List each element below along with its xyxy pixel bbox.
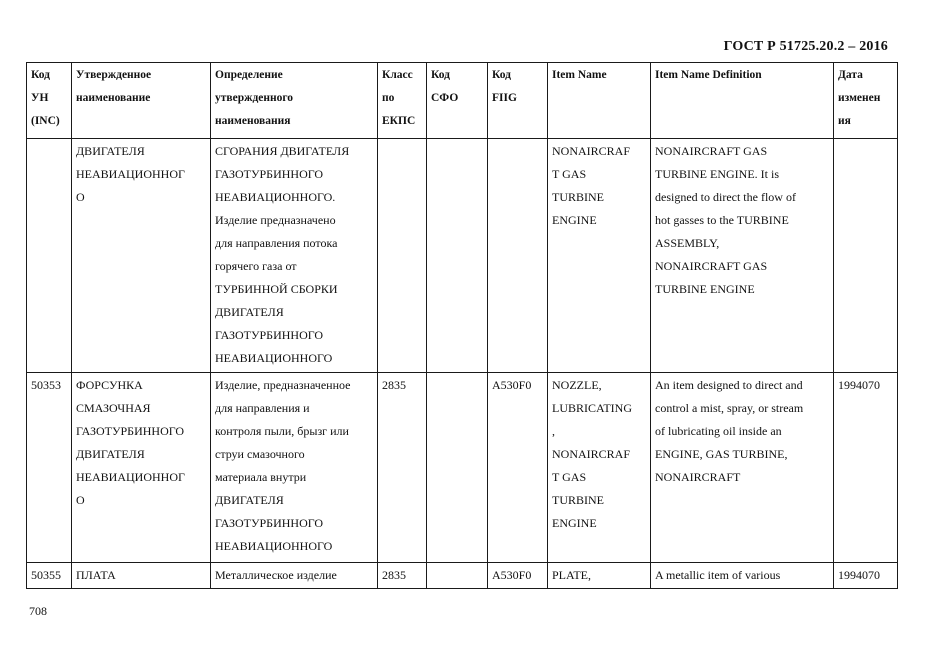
- cell-text-line: ENGINE: [552, 516, 597, 530]
- cell-item-name-definition: [651, 373, 834, 563]
- cell-text-line: НЕАВИАЦИОННОГ: [76, 470, 185, 484]
- cell-text-line: An item designed to direct and: [655, 378, 803, 392]
- cell-text-line: Item Name Definition: [655, 69, 762, 81]
- cell-text-line: ДВИГАТЕЛЯ: [76, 144, 145, 158]
- cell-text-line: Класс: [382, 69, 413, 81]
- cell-text-line: NONAIRCRAFT: [655, 470, 741, 484]
- cell-class: [378, 139, 427, 373]
- cell-inc: [27, 563, 72, 589]
- cell-sfo-code: [427, 373, 488, 563]
- cell-text-line: hot gasses to the TURBINE: [655, 213, 789, 227]
- cell-text-line: ДВИГАТЕЛЯ: [76, 447, 145, 461]
- cell-text-line: ТУРБИННОЙ СБОРКИ: [215, 282, 338, 296]
- cell-text-line: Код: [431, 69, 451, 81]
- cell-text-line: наименования: [215, 115, 291, 127]
- cell-text-line: Определение: [215, 69, 283, 81]
- cell-text-line: Код: [492, 69, 512, 81]
- cell-text-line: A metallic item of various: [655, 568, 781, 582]
- cell-definition: [211, 139, 378, 373]
- cell-text-line: NONAIRCRAF: [552, 447, 631, 461]
- cell-item-name: [548, 373, 651, 563]
- cell-text-line: T GAS: [552, 470, 587, 484]
- cell-text-line: PLATE,: [552, 568, 591, 582]
- cell-text-line: 2835: [382, 568, 406, 582]
- cell-approved-name: [72, 563, 211, 589]
- header-definition: [211, 63, 378, 139]
- cell-text-line: Изделие предназначено: [215, 213, 336, 227]
- page-number: 708: [29, 604, 47, 618]
- cell-change-date: [834, 373, 898, 563]
- cell-text-line: FIIG: [492, 92, 517, 104]
- cell-text-line: 1994070: [838, 568, 880, 582]
- cell-text-line: Дата: [838, 69, 863, 81]
- cell-text-line: СГОРАНИЯ ДВИГАТЕЛЯ: [215, 144, 350, 158]
- cell-text-line: ия: [838, 115, 851, 127]
- cell-change-date: [834, 139, 898, 373]
- document-title: ГОСТ Р 51725.20.2 – 2016: [723, 39, 888, 54]
- header-approved-name: [72, 63, 211, 139]
- header-inc: [27, 63, 72, 139]
- cell-sfo-code: [427, 563, 488, 589]
- cell-text-line: T GAS: [552, 167, 587, 181]
- header-item-name-definition: [651, 63, 834, 139]
- cell-item-name: [548, 563, 651, 589]
- cell-text-line: ФОРСУНКА: [76, 378, 143, 392]
- cell-text-line: ПЛАТА: [76, 568, 116, 582]
- cell-inc: [27, 139, 72, 373]
- header-change-date: [834, 63, 898, 139]
- cell-text-line: 50353: [31, 378, 61, 392]
- cell-item-name: [548, 139, 651, 373]
- cell-text-line: Утвержденное: [76, 69, 152, 81]
- cell-text-line: материала внутри: [215, 470, 307, 484]
- cell-text-line: TURBINE ENGINE: [655, 282, 755, 296]
- cell-text-line: для направления и: [215, 401, 310, 415]
- cell-text-line: 2835: [382, 378, 406, 392]
- cell-text-line: УН: [31, 92, 49, 104]
- cell-text-line: горячего газа от: [215, 259, 297, 273]
- cell-text-line: of lubricating oil inside an: [655, 424, 782, 438]
- cell-text-line: НЕАВИАЦИОННОГО: [215, 351, 333, 365]
- cell-text-line: TURBINE: [552, 493, 604, 507]
- header-item-name: [548, 63, 651, 139]
- cell-text-line: ENGINE, GAS TURBINE,: [655, 447, 788, 461]
- cell-item-name-definition: [651, 563, 834, 589]
- header-sfo-code: [427, 63, 488, 139]
- cell-text-line: контроля пыли, брызг или: [215, 424, 349, 438]
- cell-text-line: ,: [552, 424, 555, 438]
- cell-text-line: A530F0: [492, 378, 532, 392]
- cell-text-line: для направления потока: [215, 236, 338, 250]
- cell-definition: [211, 373, 378, 563]
- cell-text-line: ГАЗОТУРБИННОГО: [76, 424, 185, 438]
- cell-text-line: О: [76, 493, 85, 507]
- cell-text-line: NOZZLE,: [552, 378, 602, 392]
- cell-class: [378, 563, 427, 589]
- cell-fiig-code: [488, 563, 548, 589]
- cell-text-line: NONAIRCRAFT GAS: [655, 259, 768, 273]
- cell-text-line: NONAIRCRAFT GAS: [655, 144, 768, 158]
- cell-text-line: A530F0: [492, 568, 532, 582]
- cell-text-line: изменен: [838, 92, 881, 104]
- cell-item-name-definition: [651, 139, 834, 373]
- cell-sfo-code: [427, 139, 488, 373]
- cell-text-line: ДВИГАТЕЛЯ: [215, 493, 284, 507]
- cell-class: [378, 373, 427, 563]
- cell-text-line: Item Name: [552, 69, 607, 81]
- cell-text-line: НЕАВИАЦИОННОГ: [76, 167, 185, 181]
- table-row: [27, 139, 898, 373]
- cell-text-line: по: [382, 92, 395, 104]
- cell-fiig-code: [488, 139, 548, 373]
- cell-text-line: НЕАВИАЦИОННОГО: [215, 539, 333, 553]
- cell-fiig-code: [488, 373, 548, 563]
- cell-text-line: ГАЗОТУРБИННОГО: [215, 328, 324, 342]
- header-fiig-code: [488, 63, 548, 139]
- table-header-row: [27, 63, 898, 139]
- cell-text-line: Изделие, предназначенное: [215, 378, 351, 392]
- cell-text-line: ГАЗОТУРБИННОГО: [215, 167, 324, 181]
- cell-text-line: ASSEMBLY,: [655, 236, 720, 250]
- cell-text-line: TURBINE: [552, 190, 604, 204]
- cell-approved-name: [72, 139, 211, 373]
- table-row: [27, 373, 898, 563]
- cell-text-line: Металлическое изделие: [215, 568, 337, 582]
- cell-text-line: струи смазочного: [215, 447, 305, 461]
- cell-change-date: [834, 563, 898, 589]
- cell-text-line: СМАЗОЧНАЯ: [76, 401, 151, 415]
- cell-definition: [211, 563, 378, 589]
- cell-text-line: NONAIRCRAF: [552, 144, 631, 158]
- cell-approved-name: [72, 373, 211, 563]
- cell-text-line: ENGINE: [552, 213, 597, 227]
- cell-text-line: наименование: [76, 92, 151, 104]
- cell-text-line: 1994070: [838, 378, 880, 392]
- cell-inc: [27, 373, 72, 563]
- header-class: [378, 63, 427, 139]
- cell-text-line: Код: [31, 69, 51, 81]
- cell-text-line: НЕАВИАЦИОННОГО.: [215, 190, 336, 204]
- cell-text-line: О: [76, 190, 85, 204]
- cell-text-line: ДВИГАТЕЛЯ: [215, 305, 284, 319]
- cell-text-line: control a mist, spray, or stream: [655, 401, 804, 415]
- cell-text-line: утвержденного: [215, 92, 294, 104]
- cell-text-line: designed to direct the flow of: [655, 190, 796, 204]
- cell-text-line: (INC): [31, 115, 60, 127]
- cell-text-line: LUBRICATING: [552, 401, 632, 415]
- table-row: [27, 563, 898, 589]
- cell-text-line: 50355: [31, 568, 61, 582]
- catalog-table: [26, 62, 898, 589]
- cell-text-line: TURBINE ENGINE. It is: [655, 167, 779, 181]
- cell-text-line: СФО: [431, 92, 459, 104]
- cell-text-line: ЕКПС: [382, 115, 416, 127]
- cell-text-line: ГАЗОТУРБИННОГО: [215, 516, 324, 530]
